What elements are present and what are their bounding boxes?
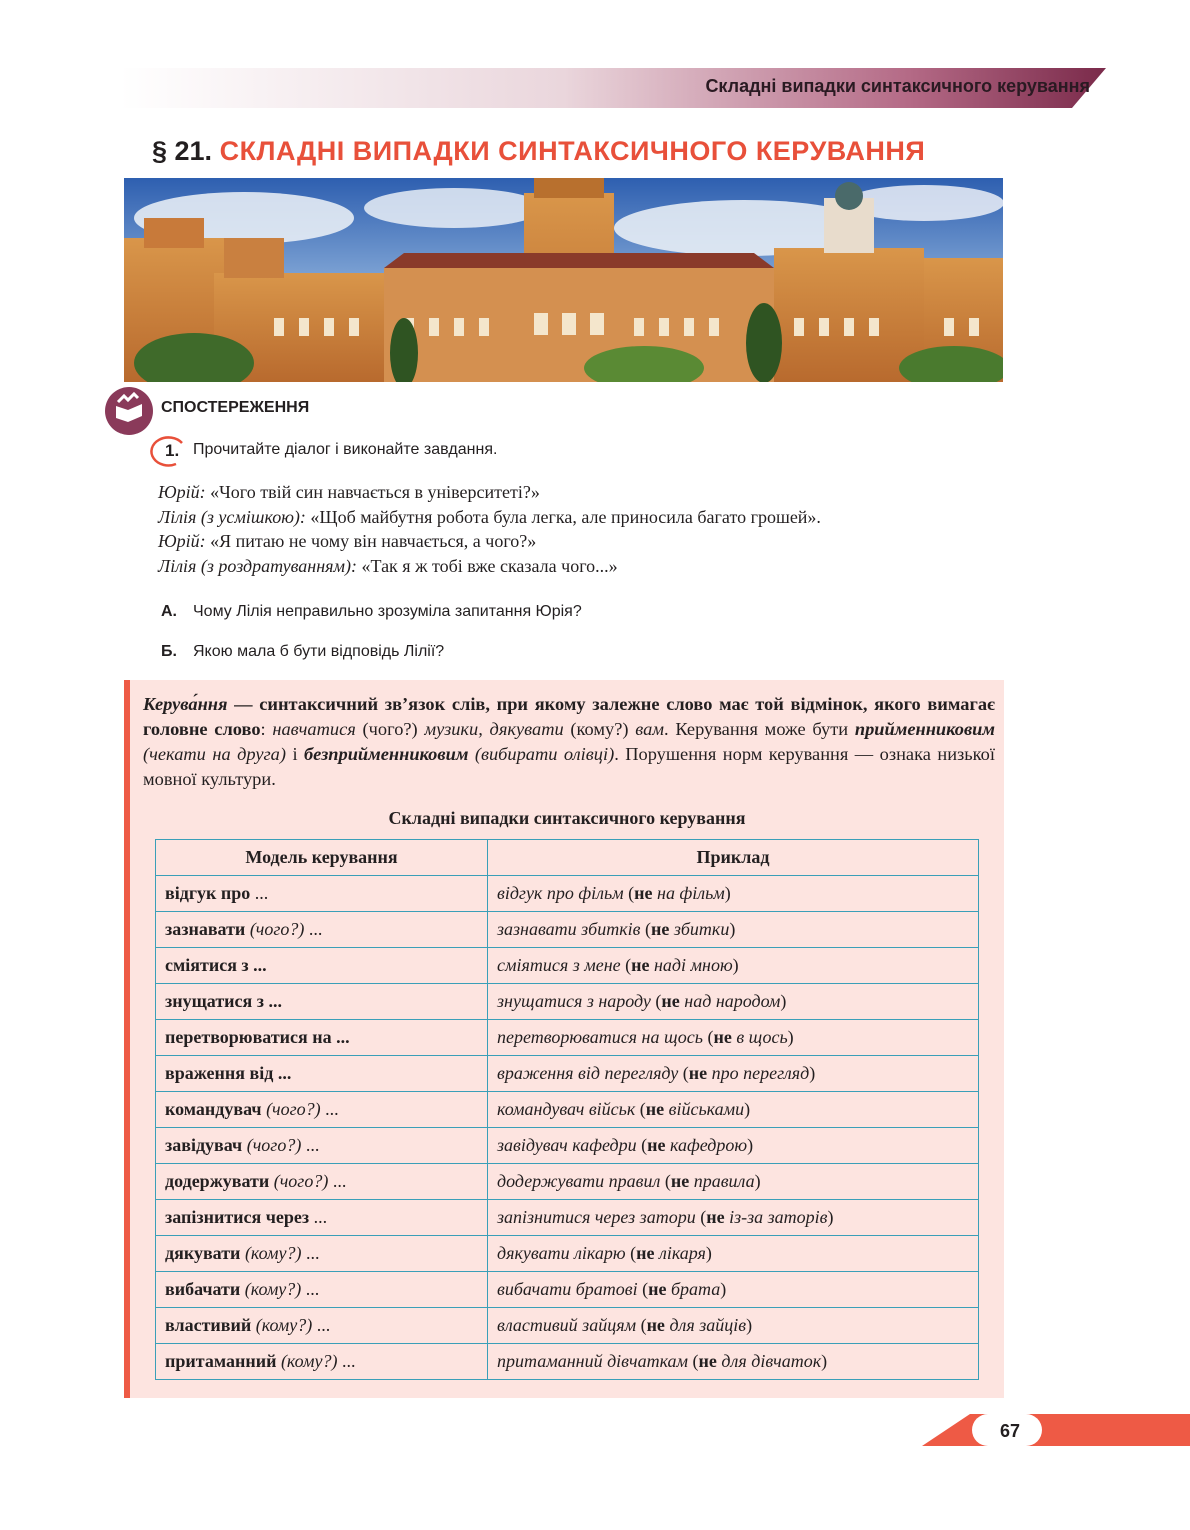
question-b xyxy=(161,643,444,661)
task-number: 1. xyxy=(165,441,180,460)
dialog-line xyxy=(158,529,821,554)
table-header-row xyxy=(156,840,979,876)
paragraph-title: СКЛАДНІ ВИПАДКИ СИНТАКСИЧНОГО КЕРУВАННЯ xyxy=(219,136,926,166)
model-cell: дякувати (кому?) ... xyxy=(156,1236,488,1272)
table-row xyxy=(156,1308,979,1344)
model-cell: запізнитися через ... xyxy=(156,1200,488,1236)
column-header-example: Приклад xyxy=(488,840,979,876)
table-row xyxy=(156,1128,979,1164)
task-instruction: Прочитайте діалог і виконайте завдання. xyxy=(193,441,498,458)
example-cell: сміятися з мене (не наді мною) xyxy=(488,948,979,984)
example-cell: вибачати братові (не брата) xyxy=(488,1272,979,1308)
dialog-line xyxy=(158,554,821,579)
example-cell: зазнавати збитків (не збитки) xyxy=(488,912,979,948)
model-cell: враження від ... xyxy=(156,1056,488,1092)
example-cell: дякувати лікарю (не лікаря) xyxy=(488,1236,979,1272)
model-cell: командувач (чого?) ... xyxy=(156,1092,488,1128)
table-row xyxy=(156,1200,979,1236)
dialog-speaker: Лілія (з роздратуванням): xyxy=(158,555,358,576)
rule-term: Керува́ння xyxy=(143,694,228,714)
rule-type-prepositional: прийменниковим xyxy=(854,719,995,739)
table-row xyxy=(156,1272,979,1308)
model-cell: перетворюватися на ... xyxy=(156,1020,488,1056)
paragraph-number: § 21. xyxy=(152,136,213,166)
table-row xyxy=(156,1092,979,1128)
page-number: 67 xyxy=(1000,1421,1021,1441)
example-cell: додержувати правил (не правила) xyxy=(488,1164,979,1200)
table-row xyxy=(156,1344,979,1380)
model-cell: сміятися з ... xyxy=(156,948,488,984)
model-cell: завідувач (чого?) ... xyxy=(156,1128,488,1164)
model-cell: знущатися з ... xyxy=(156,984,488,1020)
running-header-title: Складні випадки синтаксичного керування xyxy=(705,76,1090,96)
example-cell: запізнитися через затори (не із-за заторів) xyxy=(488,1200,979,1236)
table-row xyxy=(156,1164,979,1200)
observation-hand-book-icon xyxy=(104,386,154,436)
dialog-speech: «Чого твій син навчається в університеті?» xyxy=(210,482,540,502)
observation-heading: СПОСТЕРЕЖЕННЯ xyxy=(161,399,310,416)
example-cell: відгук про фільм (не на фільм) xyxy=(488,876,979,912)
dialog-speech: «Так я ж тобі вже сказала чого...» xyxy=(361,555,618,576)
model-cell: відгук про ... xyxy=(156,876,488,912)
page-number-tab xyxy=(922,1414,1190,1451)
model-cell: притаманний (кому?) ... xyxy=(156,1344,488,1380)
example-cell: перетворюватися на щось (не в щось) xyxy=(488,1020,979,1056)
model-cell: властивий (кому?) ... xyxy=(156,1308,488,1344)
question-label: А. xyxy=(161,603,177,620)
model-cell: додержувати (чого?) ... xyxy=(156,1164,488,1200)
table-row xyxy=(156,912,979,948)
dialog xyxy=(158,480,821,578)
question-text: Якою мала б бути відповідь Лілії? xyxy=(193,643,445,660)
table-title: Складні випадки синтаксичного керування xyxy=(388,808,746,828)
table-row xyxy=(156,1020,979,1056)
example-cell: знущатися з народу (не над народом) xyxy=(488,984,979,1020)
table-row xyxy=(156,876,979,912)
table-row xyxy=(156,1056,979,1092)
model-cell: зазнавати (чого?) ... xyxy=(156,912,488,948)
rule-box-accent-bar xyxy=(124,680,130,1398)
dialog-speaker: Юрій: xyxy=(158,531,206,551)
dialog-speaker: Юрій: xyxy=(158,482,206,502)
table-row xyxy=(156,984,979,1020)
dialog-line xyxy=(158,505,821,530)
dialog-speech: «Я питаю не чому він навчається, а чого?» xyxy=(210,531,537,551)
university-building-photo xyxy=(124,178,1003,382)
example-cell: враження від перегляду (не про перегляд) xyxy=(488,1056,979,1092)
dialog-line xyxy=(158,480,821,505)
rule-definition: Керува́ння — синтаксичний зв’язок слів, при якому залежне слово має той відмінок, якого вимагає головне слово: навчатися (чого?) музики, дякувати (кому?) вам. Керування може бути прийменниковим (чекати на друга) і безприйменниковим (вибирати олівці). Порушення норм керування — ознака низької мовної культури. xyxy=(143,694,995,789)
table-row xyxy=(156,1236,979,1272)
column-header-model: Модель керування xyxy=(156,840,488,876)
question-text: Чому Лілія неправильно зрозуміла запитання Юрія? xyxy=(193,603,582,620)
table-body xyxy=(156,876,979,1380)
government-cases-table xyxy=(155,839,979,1380)
question-a xyxy=(161,603,582,621)
example-cell: притаманний дівчаткам (не для дівчаток) xyxy=(488,1344,979,1380)
dialog-speaker: Лілія (з усмішкою): xyxy=(158,506,306,527)
example-cell: командувач військ (не військами) xyxy=(488,1092,979,1128)
model-cell: вибачати (кому?) ... xyxy=(156,1272,488,1308)
rule-definition-text: — синтаксичний зв’язок слів, при якому залежне слово має той відмінок, якого вимагає головне слово xyxy=(143,694,995,739)
dialog-speech: «Щоб майбутня робота була легка, але приносила багато грошей». xyxy=(310,506,821,527)
example-cell: завідувач кафедри (не кафедрою) xyxy=(488,1128,979,1164)
rule-type-non-prepositional: безприйменниковим xyxy=(304,744,469,764)
table-row xyxy=(156,948,979,984)
page-title xyxy=(152,136,925,167)
example-cell: властивий зайцям (не для зайців) xyxy=(488,1308,979,1344)
question-label: Б. xyxy=(161,643,177,660)
